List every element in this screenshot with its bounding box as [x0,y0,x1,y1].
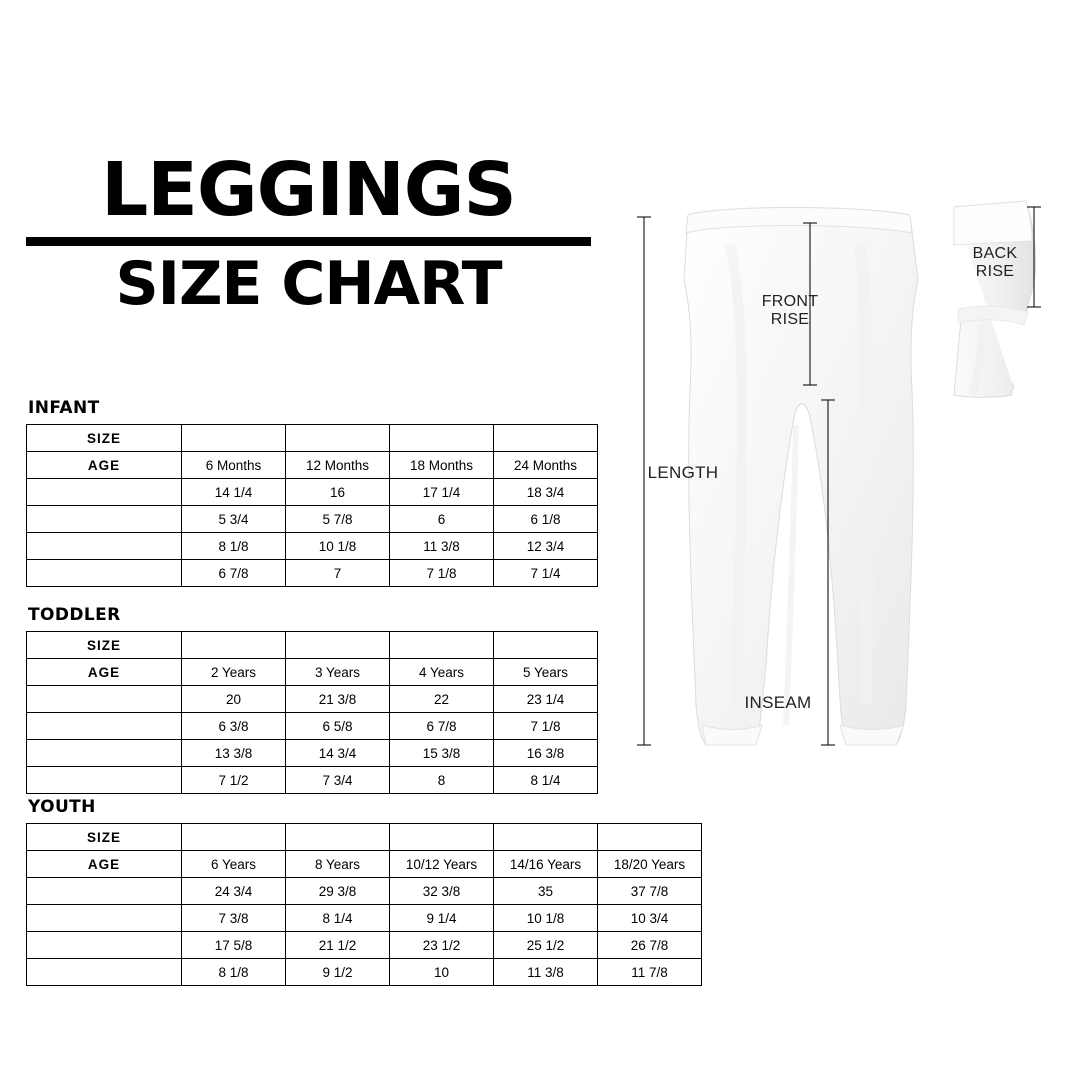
measure-label: LENGTH [27,686,182,713]
size-header-cell: 18M [390,425,494,452]
table-row [27,959,702,986]
age-cell: 12 Months [286,452,390,479]
table-row [27,713,598,740]
value-cell: 21 1/2 [286,932,390,959]
section-label-infant: INFANT [28,398,100,418]
size-header-cell: 12M [286,425,390,452]
age-cell: 18/20 Years [598,851,702,878]
table-row [27,560,598,587]
value-cell: 6 1/8 [494,506,598,533]
age-cell: 14/16 Years [494,851,598,878]
measure-label: FRONT RISE [27,506,182,533]
age-cell: 24 Months [494,452,598,479]
header-age: AGE [27,659,182,686]
measure-label: BACK RISE [27,560,182,587]
table-infant [26,424,598,587]
value-cell: 23 1/4 [494,686,598,713]
value-cell: 23 1/2 [390,932,494,959]
leggings-back-view [954,201,1036,397]
age-cell: 5 Years [494,659,598,686]
value-cell: 8 [390,767,494,794]
value-cell: 20 [182,686,286,713]
table-row [27,479,598,506]
value-cell: 15 3/8 [390,740,494,767]
size-header-cell: 4 [390,632,494,659]
table-row [27,824,702,851]
table-row [27,878,702,905]
value-cell: 8 1/4 [286,905,390,932]
age-cell: 10/12 Years [390,851,494,878]
table-row [27,767,598,794]
size-header-cell: M [390,824,494,851]
section-label-toddler: TODDLER [28,605,121,625]
value-cell: 32 3/8 [390,878,494,905]
size-header-cell: XS [182,824,286,851]
value-cell: 7 3/8 [182,905,286,932]
table-row [27,506,598,533]
label-inseam: INSEAM [744,693,812,712]
value-cell: 14 3/4 [286,740,390,767]
label-front-rise: FRONT RISE [761,293,819,329]
title-block [26,147,591,320]
value-cell: 18 3/4 [494,479,598,506]
value-cell: 26 7/8 [598,932,702,959]
measure-label: INSEAM [27,740,182,767]
value-cell: 7 3/4 [286,767,390,794]
header-size: SIZE [27,824,182,851]
table-row [27,686,598,713]
value-cell: 14 1/4 [182,479,286,506]
value-cell: 10 1/8 [494,905,598,932]
age-cell: 2 Years [182,659,286,686]
size-header-cell: XL [598,824,702,851]
table-toddler [26,631,598,794]
table-row [27,632,598,659]
value-cell: 25 1/2 [494,932,598,959]
value-cell: 8 1/8 [182,533,286,560]
value-cell: 9 1/4 [390,905,494,932]
value-cell: 11 3/8 [494,959,598,986]
page-title: LEGGINGS [101,147,516,233]
measure-label: INSEAM [27,932,182,959]
value-cell: 6 5/8 [286,713,390,740]
value-cell: 7 1/4 [494,560,598,587]
size-header-cell: 6M [182,425,286,452]
table-row [27,851,702,878]
value-cell: 29 3/8 [286,878,390,905]
section-youth [26,797,702,986]
measure-label: LENGTH [27,878,182,905]
size-header-cell: 2 [182,632,286,659]
value-cell: 8 1/8 [182,959,286,986]
table-row [27,932,702,959]
age-cell: 6 Months [182,452,286,479]
section-infant [26,398,598,587]
table-row [27,740,598,767]
age-cell: 18 Months [390,452,494,479]
value-cell: 10 1/8 [286,533,390,560]
measure-label: LENGTH [27,479,182,506]
table-row [27,659,598,686]
measure-label: BACK RISE [27,959,182,986]
age-cell: 6 Years [182,851,286,878]
value-cell: 24 3/4 [182,878,286,905]
header-size: SIZE [27,632,182,659]
table-row [27,533,598,560]
value-cell: 16 3/8 [494,740,598,767]
value-cell: 10 [390,959,494,986]
age-cell: 3 Years [286,659,390,686]
value-cell: 17 5/8 [182,932,286,959]
size-header-cell: L [494,824,598,851]
table-row [27,905,702,932]
header-age: AGE [27,851,182,878]
table-row [27,452,598,479]
value-cell: 10 3/4 [598,905,702,932]
table-row [27,425,598,452]
header-age: AGE [27,452,182,479]
measure-label: INSEAM [27,533,182,560]
value-cell: 37 7/8 [598,878,702,905]
value-cell: 7 1/8 [390,560,494,587]
value-cell: 6 3/8 [182,713,286,740]
label-length: LENGTH [647,463,719,482]
size-header-cell: 5 [494,632,598,659]
value-cell: 7 [286,560,390,587]
value-cell: 6 7/8 [182,560,286,587]
size-header-cell: S [286,824,390,851]
measure-label: FRONT RISE [27,905,182,932]
value-cell: 6 [390,506,494,533]
value-cell: 17 1/4 [390,479,494,506]
value-cell: 5 7/8 [286,506,390,533]
value-cell: 35 [494,878,598,905]
value-cell: 12 3/4 [494,533,598,560]
value-cell: 7 1/8 [494,713,598,740]
section-label-youth: YOUTH [28,797,96,817]
section-toddler [26,605,598,794]
age-cell: 4 Years [390,659,494,686]
leggings-illustration [610,185,1060,765]
label-back-rise: BACK RISE [972,245,1018,281]
measure-label: BACK RISE [27,767,182,794]
value-cell: 11 3/8 [390,533,494,560]
header-size: SIZE [27,425,182,452]
measure-label: FRONT RISE [27,713,182,740]
page-subtitle: SIZE CHART [115,249,502,320]
value-cell: 8 1/4 [494,767,598,794]
value-cell: 22 [390,686,494,713]
value-cell: 6 7/8 [390,713,494,740]
value-cell: 21 3/8 [286,686,390,713]
size-header-cell: 3 [286,632,390,659]
size-header-cell: 24M [494,425,598,452]
value-cell: 11 7/8 [598,959,702,986]
value-cell: 13 3/8 [182,740,286,767]
value-cell: 5 3/4 [182,506,286,533]
title-divider [26,237,591,246]
age-cell: 8 Years [286,851,390,878]
value-cell: 16 [286,479,390,506]
value-cell: 9 1/2 [286,959,390,986]
table-youth [26,823,702,986]
value-cell: 7 1/2 [182,767,286,794]
